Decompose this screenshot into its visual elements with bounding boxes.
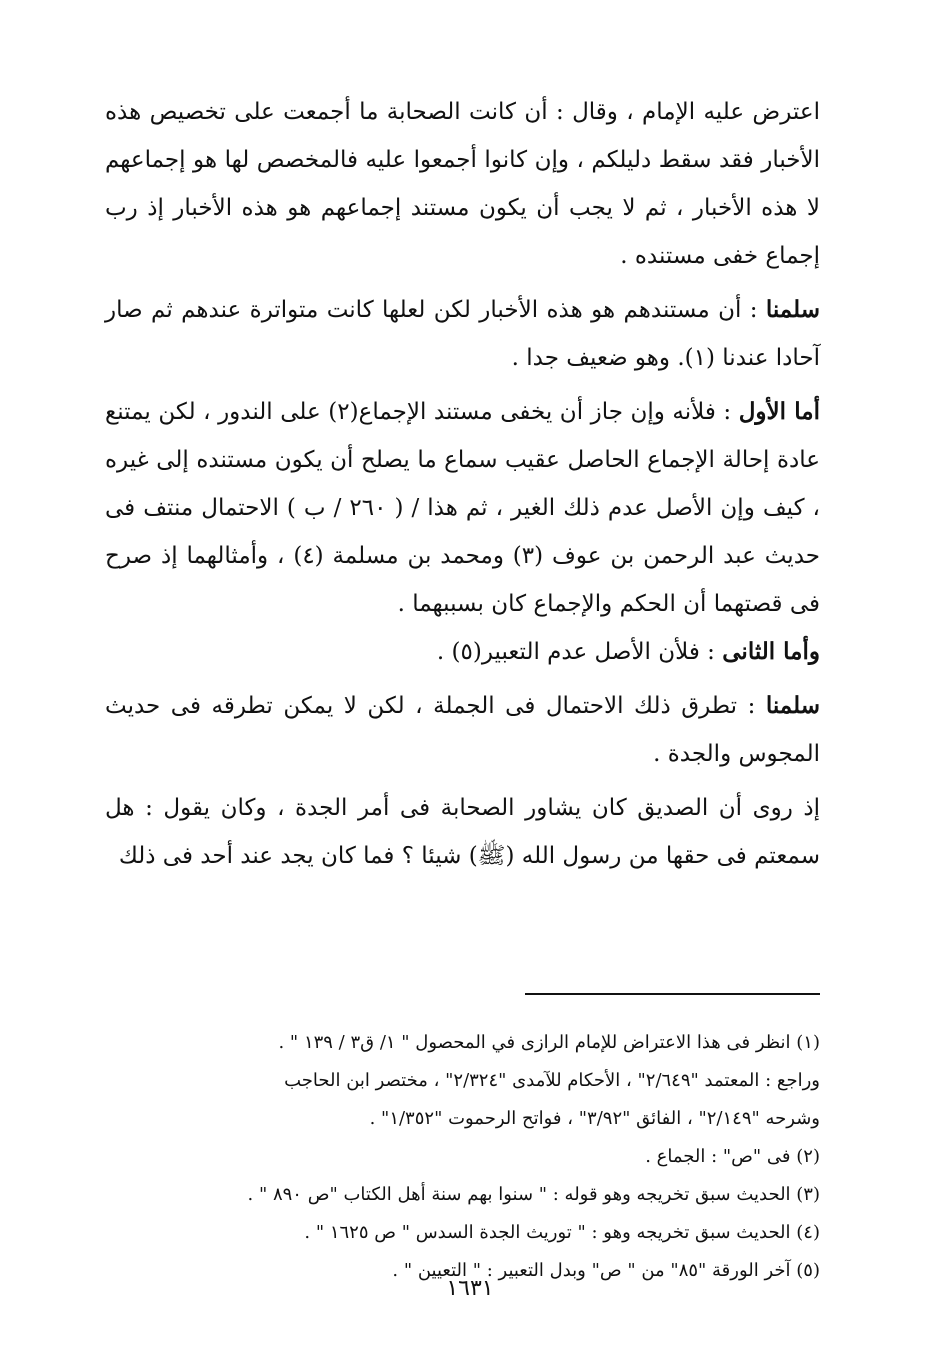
paragraph-text: اعترض عليه الإمام ، وقال : أن كانت الصحابة ما أجمعت على تخصيص هذه الأخبار فقد سقط دليلكم ، وإن كانوا أجمعوا عليه فالمخصص لها هو إجماعهم لا هذه الأخبار ، ثم لا يجب أن يكون مستند إجماعهم هو هذه الأخبار إذ رب إجماع خفى مستنده . bbox=[105, 99, 820, 269]
footnote-line: وشرحه "٢/١٤٩" ، الفائق "٣/٩٢" ، فواتح الرحموت "١/٣٥٢" . bbox=[369, 1108, 820, 1129]
footnote-line: (٢) فى "ص" : الجماع . bbox=[645, 1146, 820, 1167]
paragraph-text: : أن مستندهم هو هذه الأخبار لكن لعلها كانت متواترة عندهم ثم صار آحادا عندنا (١). وهو ضعيف جدا . bbox=[105, 297, 820, 371]
paragraph-4 bbox=[105, 628, 820, 676]
paragraph-2 bbox=[105, 286, 820, 382]
footnote-line: (١) انظر فى هذا الاعتراض للإمام الرازى في المحصول " ١/ ق٣ / ١٣٩ " . bbox=[278, 1032, 820, 1053]
paragraph-text: إذ روى أن الصديق كان يشاور الصحابة فى أمر الجدة ، وكان يقول : هل سمعتم فى حقها من رسول الله (ﷺ) شيئا ؟ فما كان يجد عند أحد فى ذلك bbox=[105, 795, 820, 869]
footnotes bbox=[105, 1024, 820, 1290]
footnote-line: (٤) الحديث سبق تخريجه وهو : " توريث الجدة السدس " ص ١٦٢٥ " . bbox=[304, 1222, 820, 1243]
paragraph-text: : فلأنه وإن جاز أن يخفى مستند الإجماع(٢) على الندور ، لكن يمتنع عادة إحالة الإجماع الحاصل عقيب سماع ما يصلح أن يكون مستنده إلى غيره ، كيف وإن الأصل عدم ذلك الغير ، ثم هذا / ( ٢٦٠ / ب ) الاحتمال منتف فى حديث عبد الرحمن بن عوف (٣) ومحمد بن مسلمة (٤) ، وأمثالهما إذ صرح فى قصتهما أن الحكم والإجماع كان بسببهما . bbox=[105, 399, 820, 617]
footnote-line: وراجع : المعتمد "٢/٦٤٩" ، الأحكام للآمدى "٢/٣٢٤" ، مختصر ابن الحاجب bbox=[284, 1070, 820, 1091]
paragraph-text: : فلأن الأصل عدم التعبير(٥) . bbox=[436, 639, 723, 665]
paragraph-6 bbox=[105, 784, 820, 880]
paragraph-lead: وأما الثانى bbox=[722, 638, 820, 665]
paragraph-lead: أما الأول bbox=[738, 398, 820, 425]
main-text bbox=[105, 88, 820, 1281]
paragraph-text: : تطرق ذلك الاحتمال فى الجملة ، لكن لا يمكن تطرقه فى حديث المجوس والجدة . bbox=[105, 693, 820, 767]
footnote-line: (٥) آخر الورقة "٨٥" من " ص" وبدل التعبير : " التعيين " . bbox=[392, 1260, 820, 1281]
paragraph-5 bbox=[105, 682, 820, 778]
paragraph-3 bbox=[105, 388, 820, 628]
footnote-line: (٣) الحديث سبق تخريجه وهو قوله : " سنوا بهم سنة أهل الكتاب "ص ٨٩٠ " . bbox=[247, 1184, 820, 1205]
divider-line bbox=[525, 993, 820, 995]
paragraph-1 bbox=[105, 88, 820, 280]
page-number: ١٦٣١ bbox=[446, 1276, 494, 1301]
paragraph-lead: سلمنا bbox=[765, 296, 820, 323]
paragraph-lead: سلمنا bbox=[765, 692, 820, 719]
